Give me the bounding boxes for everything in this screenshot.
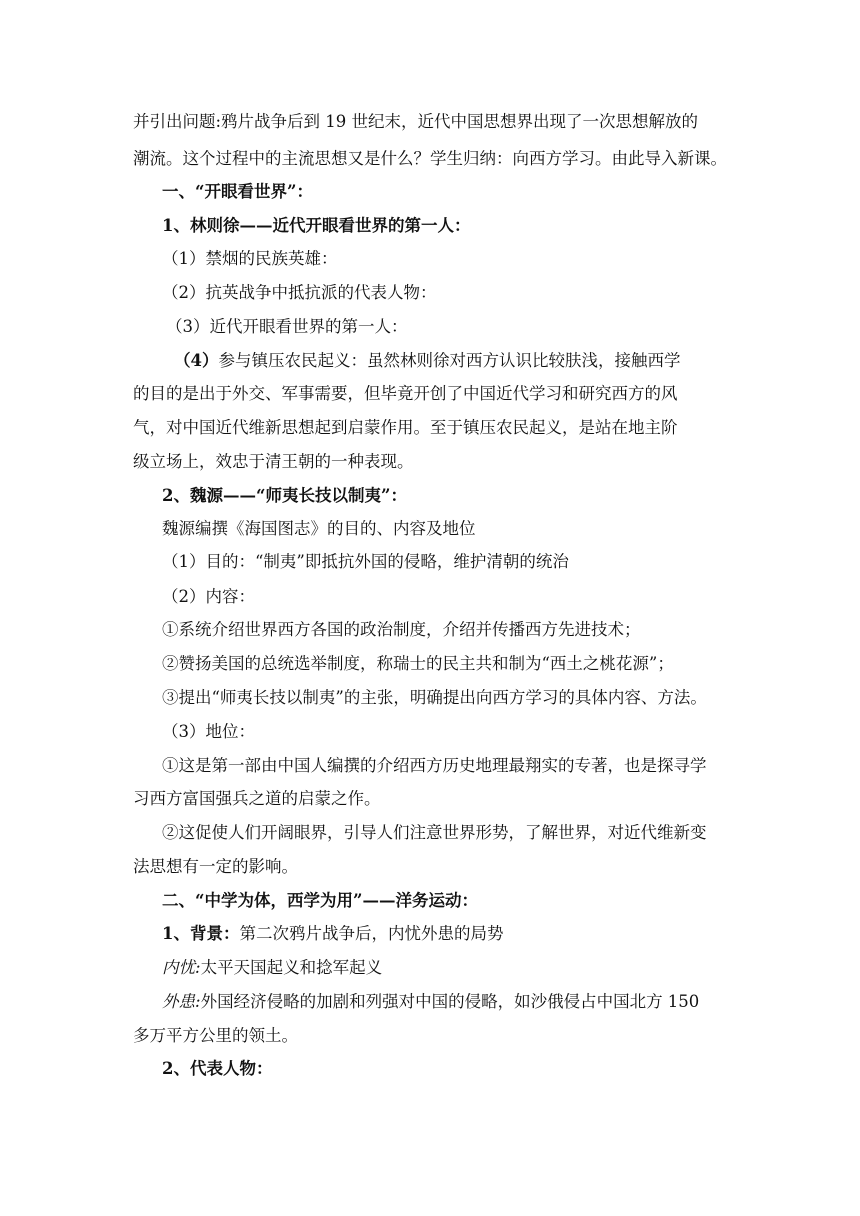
wei-content-label: （2）内容： — [162, 587, 255, 606]
wei-purpose: （1）目的：“制夷”即抵抗外国的侵略，维护清朝的统治 — [162, 552, 569, 571]
lin-item-4-label: （4） — [174, 351, 219, 370]
section-2-heading: 二、“中学为体，西学为用”——洋务运动： — [162, 891, 478, 910]
lin-item-4-line-2: 的目的是出于外交、军事需要，但毕竟开创了中国近代学习和研究西方的风 — [133, 384, 678, 403]
intro-line-2: 潮流。这个过程中的主流思想又是什么？学生归纳：向西方学习。由此导入新课。 — [133, 149, 727, 168]
lin-item-1: （1）禁烟的民族英雄： — [162, 249, 338, 268]
wei-status-1-line-1: ①这是第一部由中国人编撰的介绍西方历史地理最翔实的专著，也是探寻学 — [162, 756, 707, 775]
subsection-1-heading: 1、林则徐——近代开眼看世界的第一人： — [162, 216, 471, 235]
wei-intro: 魏源编撰《海国图志》的目的、内容及地位 — [162, 519, 476, 538]
background-text: 第二次鸦片战争后，内忧外患的局势 — [239, 924, 504, 943]
external-threat-line-1 — [162, 991, 699, 1013]
wei-status-2-line-2: 法思想有一定的影响。 — [133, 857, 298, 876]
wei-status-label: （3）地位： — [162, 722, 255, 741]
internal-trouble-text: 太平天国起义和捻军起义 — [200, 958, 383, 977]
lin-item-2: （2）抗英战争中抵抗派的代表人物： — [162, 283, 437, 302]
lin-item-4-text: 参与镇压农民起义：虽然林则徐对西方认识比较肤浅，接触西学 — [218, 351, 681, 370]
external-threat-text: 外国经济侵略的加剧和列强对中国的侵略，如沙俄侵占中国北方 150 — [200, 992, 700, 1011]
external-threat-line-2: 多万平方公里的领土。 — [133, 1026, 298, 1045]
lin-item-4-line-3: 气，对中国近代维新思想起到启蒙作用。至于镇压农民起义，是站在地主阶 — [133, 418, 678, 437]
representative-figures-heading: 2、代表人物： — [162, 1059, 273, 1078]
wei-status-2-line-1: ②这促使人们开阔眼界，引导人们注意世界形势，了解世界，对近代维新变 — [162, 823, 707, 842]
section-1-heading: 一、“开眼看世界”： — [162, 182, 313, 201]
background-label: 1、背景： — [162, 924, 240, 943]
external-threat-label: 外患: — [162, 992, 201, 1011]
internal-trouble-label: 内忧: — [162, 958, 201, 977]
lin-item-4-line-1 — [174, 350, 680, 372]
wei-content-2: ②赞扬美国的总统选举制度，称瑞士的民主共和制为“西土之桃花源”； — [162, 654, 674, 673]
wei-content-1: ①系统介绍世界西方各国的政治制度，介绍并传播西方先进技术； — [162, 620, 641, 639]
lin-item-3: （3）近代开眼看世界的第一人： — [166, 317, 408, 336]
background-line — [162, 923, 503, 945]
wei-content-3: ③提出“师夷长技以制夷”的主张，明确提出向西方学习的具体内容、方法。 — [162, 688, 707, 707]
intro-line-1: 并引出问题:鸦片战争后到 19 世纪末，近代中国思想界出现了一次思想解放的 — [133, 112, 699, 131]
lin-item-4-line-4: 级立场上，效忠于清王朝的一种表现。 — [133, 452, 414, 471]
internal-trouble-line — [162, 957, 382, 979]
wei-status-1-line-2: 习西方富国强兵之道的启蒙之作。 — [133, 789, 381, 808]
subsection-2-heading: 2、魏源——“师夷长技以制夷”： — [162, 486, 407, 505]
